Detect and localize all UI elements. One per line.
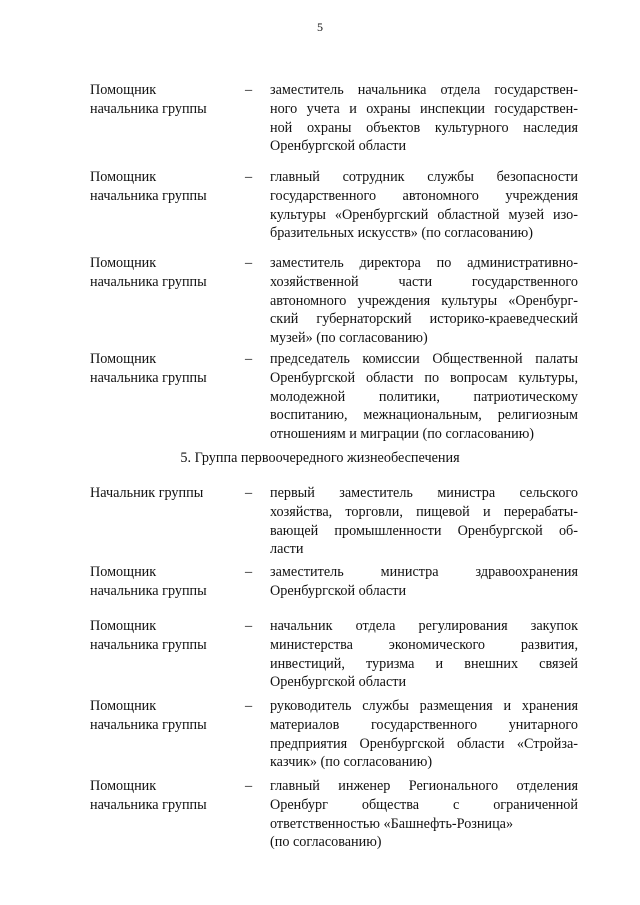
position-description: заместитель директора по административно- хозяйственной части государственного автономного учреждения культуры «Оренбург- ский губернаторский историко-краеведческий музей» (по согласованию) [270, 255, 578, 347]
dash-separator: – [245, 698, 253, 714]
dash-separator: – [245, 564, 253, 580]
role-label: Помощник начальника группы [90, 778, 207, 813]
dash-separator: – [245, 169, 253, 185]
position-description: первый заместитель министра сельского хозяйства, торговли, пищевой и перерабаты- вающей промышленности Оренбургской об- ласти [270, 485, 578, 558]
dash-separator: – [245, 618, 253, 634]
role-label: Помощник начальника группы [90, 255, 207, 290]
role-label: Помощник начальника группы [90, 82, 207, 117]
role-label: Помощник начальника группы [90, 564, 207, 599]
role-label: Начальник группы [90, 485, 204, 501]
list-item [90, 350, 578, 444]
list-item [90, 484, 578, 559]
page-number: 5 [317, 20, 323, 34]
role-label: Помощник начальника группы [90, 618, 207, 653]
role-label: Помощник начальника группы [90, 698, 207, 733]
dash-separator: – [245, 351, 253, 367]
position-description: заместитель начальника отдела государствен- ного учета и охраны инспекции государствен- ной охраны объектов культурного наследия Оренбургской области [270, 82, 578, 155]
dash-separator: – [245, 255, 253, 271]
list-item [90, 777, 578, 852]
list-item [90, 81, 578, 156]
section-heading: 5. Группа первоочередного жизнеобеспечения [180, 450, 460, 466]
dash-separator: – [245, 778, 253, 794]
list-item [90, 168, 578, 243]
position-description: председатель комиссии Общественной палаты Оренбургской области по вопросам культуры, молодежной политики, патриотическому воспитанию, межнациональным, религиозным отношениям и миграции (по согласованию) [270, 351, 578, 443]
list-item [90, 254, 578, 348]
role-label: Помощник начальника группы [90, 169, 207, 204]
list-item [90, 697, 578, 772]
position-description: главный сотрудник службы безопасности государственного автономного учреждения культуры «Оренбургский областной музей изо- бразительных искусств» (по согласованию) [270, 169, 578, 242]
position-description: начальник отдела регулирования закупок министерства экономического развития, инвестиций, туризма и внешних связей Оренбургской области [270, 618, 578, 691]
list-item [90, 563, 578, 601]
position-description: руководитель службы размещения и хранения материалов государственного унитарного предприятия Оренбургской области «Стройза- казчик» (по согласованию) [270, 698, 578, 771]
role-label: Помощник начальника группы [90, 351, 207, 386]
position-description: заместитель министра здравоохранения Оренбургской области [270, 564, 578, 599]
list-item [90, 617, 578, 692]
position-description: главный инженер Регионального отделения Оренбург общества с ограниченной ответственностью «Башнефть-Розница» (по согласованию) [270, 778, 578, 851]
dash-separator: – [245, 485, 253, 501]
dash-separator: – [245, 82, 253, 98]
